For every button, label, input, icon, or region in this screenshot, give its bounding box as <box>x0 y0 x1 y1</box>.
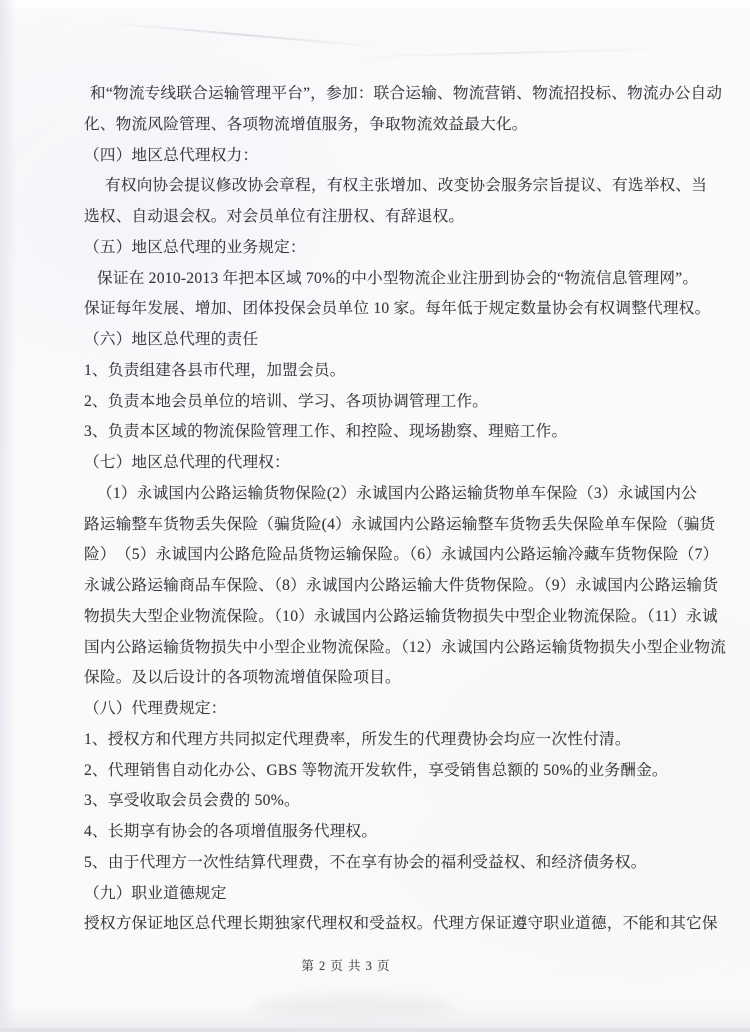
text-line: 化、物流风险管理、各项物流增值服务，争取物流效益最大化。 <box>84 115 528 133</box>
scan-edge-left <box>0 0 16 1032</box>
text-line: 路运输整车货物丢失保险（骗货险(4）永诚国内公路运输整车货物丢失保险单车保险（骗货 <box>84 515 716 533</box>
section-heading: （七）地区总代理的代理权： <box>84 454 290 471</box>
scan-edge-top <box>0 0 750 9</box>
section-heading: （五）地区总代理的业务规定： <box>84 238 306 256</box>
document-body <box>84 79 729 940</box>
list-item: 3、负责本区域的物流保险管理工作、和控险、现场勘察、理赔工作。 <box>84 423 568 441</box>
text-line: 物损失大型企业物流保险。（10）永诚国内公路运输货物损失中型企业物流保险。（11）永诚 <box>84 607 718 625</box>
text-line: 国内公路运输货物损失中小型企业物流保险。（12）永诚国内公路运输货物损失小型企业物流 <box>84 638 727 656</box>
text-line: （1）永诚国内公路运输货物保险(2）永诚国内公路运输货物单车保险（3）永诚国内公 <box>97 484 697 502</box>
text-line: 险） （5）永诚国内公路危险品货物运输保险。（6）永诚国内公路运输冷藏车货物保险（7） <box>84 546 719 564</box>
list-item: 2、代理销售自动化办公、GBS 等物流开发软件，享受销售总额的 50%的业务酬金。 <box>84 761 668 779</box>
section-heading: （八）代理费规定： <box>84 700 227 717</box>
list-item: 3、享受收取会员会费的 50%。 <box>84 792 300 810</box>
list-item: 2、负责本地会员单位的培训、学习、各项协调管理工作。 <box>84 392 489 410</box>
text-line: 保险。及以后设计的各项物流增值保险项目。 <box>84 669 401 687</box>
text-line: 选权、自动退会权。对会员单位有注册权、有辞退权。 <box>84 208 465 225</box>
text-line: 保证每年发展、增加、团体投保会员单位 10 家。每年低于规定数量协会有权调整代理权。 <box>84 300 711 318</box>
scan-crease <box>340 48 680 59</box>
list-item: 4、长期享有协会的各项增值服务代理权。 <box>84 823 378 840</box>
scan-edge-bottom-line <box>0 1028 750 1032</box>
text-line: 保证在 2010-2013 年把本区域 70%的中小型物流企业注册到协会的“物流信息管理网”。 <box>97 269 699 287</box>
scan-crease <box>105 22 384 48</box>
list-item: 1、负责组建各县市代理，加盟会员。 <box>84 361 346 379</box>
text-line: 和“物流专线联合运输管理平台”，参加：联合运输、物流营销、物流招投标、物流办公自动 <box>90 85 723 102</box>
section-heading: （九）职业道德规定 <box>84 884 227 902</box>
text-line: 永诚公路运输商品车保险、（8）永诚国内公路运输大件货物保险。（9）永诚国内公路运输货 <box>84 577 719 594</box>
section-heading: （四）地区总代理权力： <box>84 146 259 164</box>
section-heading: （六）地区总代理的责任 <box>84 331 259 348</box>
page-number: 第 2 页 共 3 页 <box>301 959 391 973</box>
text-line: 授权方保证地区总代理长期独家代理权和受益权。代理方保证遵守职业道德，不能和其它保 <box>84 915 718 933</box>
list-item: 5、由于代理方一次性结算代理费，不在享有协会的福利受益权、和经济债务权。 <box>84 853 647 871</box>
text-line: 有权向协会提议修改协会章程，有权主张增加、改变协会服务宗旨提议、有选举权、当 <box>105 177 708 195</box>
list-item: 1、授权方和代理方共同拟定代理费率，所发生的代理费协会均应一次性付清。 <box>84 730 631 748</box>
